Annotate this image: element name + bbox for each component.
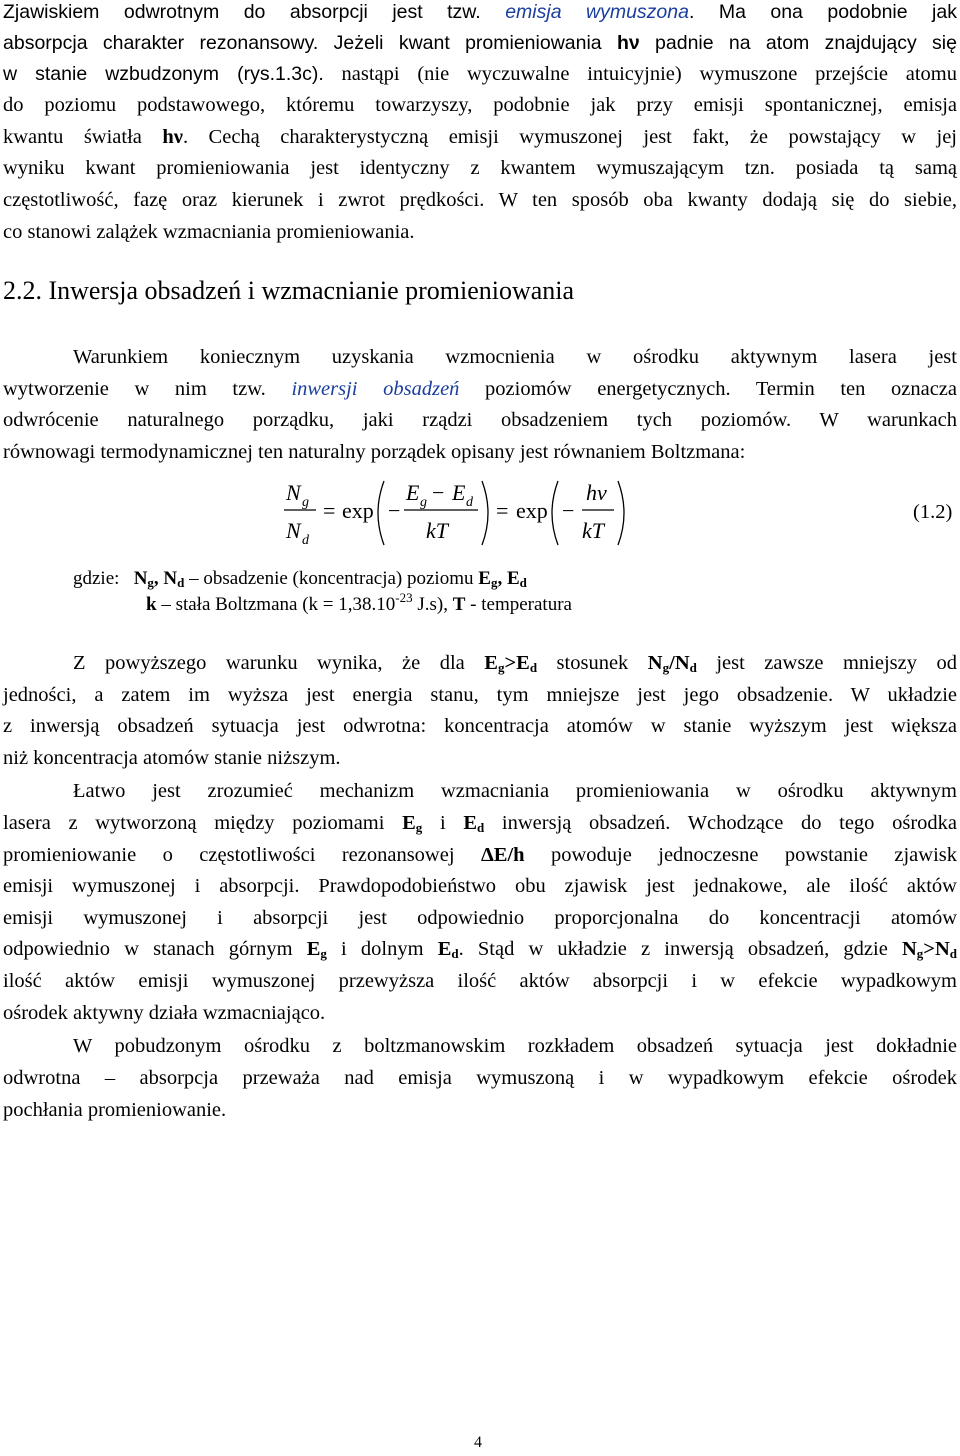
p3-line-4: niż koncentracja atomów stanie niższym.: [3, 747, 341, 769]
formula-Eg: E: [406, 480, 420, 505]
formula-minus-2: −: [432, 480, 445, 505]
formula-paren-right-1: [482, 481, 488, 545]
formula-paren-left-2: [552, 481, 558, 545]
p4-line-2: lasera z wytworzoną między poziomami $E_g$ i $E_d$ inwersją obsadzeń. Wchodzące do tego ośrodka: [3, 812, 957, 835]
formula-exp-1: exp: [342, 498, 374, 523]
p1-line-5: kwantu światła hν. Cechą charakterystyczną emisji wymuszonej jest fakt, że powstający w jej: [3, 126, 957, 148]
p4-line-6: odpowiednio w stanach górnym $E_g$ i dolnym $E_d$. Stąd w układzie z inwersją obsadzeń, gdzie $N_g>N_d$: [3, 938, 958, 961]
section-heading: 2.2. Inwersja obsadzeń i wzmacnianie promieniowania: [3, 276, 575, 305]
formula-g-sub: g: [302, 495, 309, 510]
p4-line-7: ilość aktów emisji wymuszonej przewyższa ilość aktów absorpcji i w efekcie wypadkowym: [3, 970, 957, 992]
formula-hnu: hν: [586, 480, 607, 505]
formula-Nd: N: [286, 518, 301, 543]
p1-line-4: do poziomu podstawowego, któremu towarzyszy, podobnie jak przy emisji spontanicznej, emisja: [3, 94, 957, 116]
p3-line-1: Z powyższego warunku wynika, że dla $E_g>E_d$ stosunek $N_g/N_d$ jest zawsze mniejszy od: [73, 652, 957, 675]
p1-line-2: absorpcja charakter rezonansowy. Jeżeli kwant promieniowania hν padnie na atom znajdujący się: [3, 32, 957, 54]
formula-kT-1: kT: [426, 518, 448, 543]
formula-svg: [280, 478, 880, 548]
p1-line-1: Zjawiskiem odwrotnym do absorpcji jest tzw. emisja wymuszona. Ma ona podobnie jak: [3, 1, 957, 23]
formula-minus-3: −: [562, 498, 575, 523]
p5-line-2: odwrotna – absorpcja przeważa nad emisja wymuszoną i w wypadkowym efekcie ośrodek: [3, 1067, 957, 1089]
p2-line-4: równowagi termodynamicznej ten naturalny porządek opisany jest równaniem Boltzmana:: [3, 441, 746, 463]
formula-equals-1: =: [323, 498, 336, 523]
equation-number: (1.2): [913, 501, 953, 523]
formula-Ed-sub: d: [466, 495, 473, 510]
formula-Ng: N: [286, 480, 301, 505]
formula-Eg-sub: g: [420, 495, 427, 510]
p2-line-3: odwrócenie naturalnego porządku, jaki rządzi obsadzeniem tych poziomów. W warunkach: [3, 409, 957, 431]
formula-minus-1: −: [388, 498, 401, 523]
p4-line-5: emisji wymuszonej i absorpcji jest odpowiednio proporcjonalna do koncentracji atomów: [3, 907, 957, 929]
p2-line-1: Warunkiem koniecznym uzyskania wzmocnienia w ośrodku aktywnym lasera jest: [73, 346, 957, 368]
formula-d-sub: d: [302, 533, 309, 548]
p4-line-3: promieniowanie o częstotliwości rezonansowej ΔE/h powoduje jednoczesne powstanie zjawisk: [3, 844, 957, 866]
boltzmann-formula: [280, 478, 960, 548]
p4-line-8: ośrodek aktywny działa wzmacniająco.: [3, 1002, 326, 1024]
formula-kT-2: kT: [582, 518, 604, 543]
page-number: 4: [474, 1434, 482, 1451]
p1-line-6: wyniku kwant promieniowania jest identyczny z kwantem wymuszającym tzn. posiada tą samą: [3, 157, 957, 179]
p3-line-2: jedności, a zatem im wyższa jest energia stanu, tym mniejsze jest jego obsadzenie. W układzie: [3, 684, 957, 706]
formula-exp-2: exp: [516, 498, 548, 523]
formula-paren-left-1: [378, 481, 384, 545]
p4-line-4: emisji wymuszonej i absorpcji. Prawdopodobieństwo obu zjawisk jest jednakowe, ale ilość aktów: [3, 875, 957, 897]
p1-line-8: co stanowi zalążek wzmacniania promieniowania.: [3, 221, 415, 243]
p1-line-3: w stanie wzbudzonym (rys.1.3c). nastąpi (nie wyczuwalne intuicyjnie) wymuszone przejście atomu: [3, 63, 957, 85]
p5-line-1: W pobudzonym ośrodku z boltzmanowskim rozkładem obsadzeń sytuacja jest dokładnie: [73, 1035, 957, 1057]
p5-line-3: pochłania promieniowanie.: [3, 1099, 227, 1121]
p3-line-3: z inwersją obsadzeń sytuacja jest odwrotna: koncentracja atomów w stanie wyższym jest większa: [3, 715, 957, 737]
formula-paren-right-2: [618, 481, 624, 545]
p4-line-1: Łatwo jest zrozumieć mechanizm wzmacniania promieniowania w ośrodku aktywnym: [73, 780, 957, 802]
p2-line-2: wytworzenie w nim tzw. inwersji obsadzeń poziomów energetycznych. Termin ten oznacza: [3, 378, 958, 400]
legend-line-2: k – stała Boltzmana ($k = 1,38.10^{-23}$ J.s), T - temperatura: [146, 590, 572, 615]
formula-equals-2: =: [496, 498, 509, 523]
formula-Ed: E: [452, 480, 466, 505]
legend-line-1: gdzie: $N_g$, $N_d$ – obsadzenie (koncentracja) poziomu $E_g$, $E_d$: [73, 568, 527, 590]
p1-line-7: częstotliwość, fazę oraz kierunek i zwrot prędkości. W ten sposób oba kwanty dodają się do siebie,: [3, 189, 957, 211]
